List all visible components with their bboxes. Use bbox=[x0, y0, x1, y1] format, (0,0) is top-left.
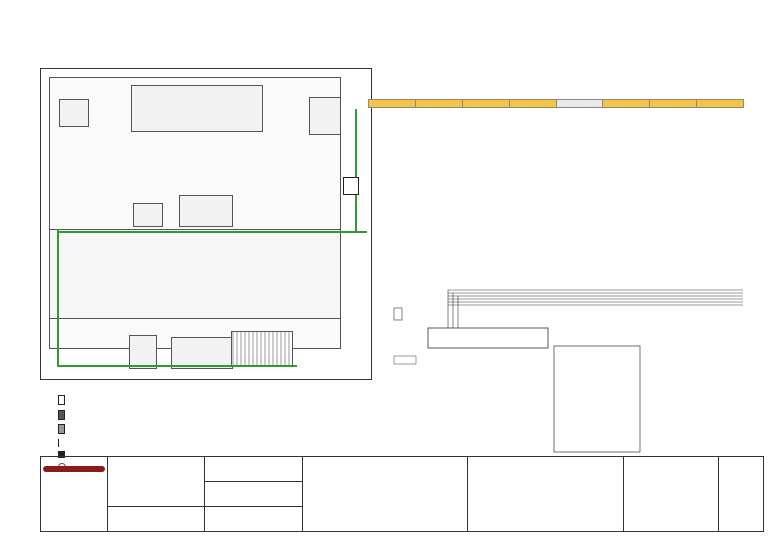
tin-field bbox=[205, 481, 302, 506]
meter-box bbox=[394, 308, 402, 320]
main-panel-board-icon bbox=[343, 177, 359, 195]
showcase-counter bbox=[179, 195, 233, 227]
power-panel-box bbox=[428, 328, 548, 348]
pe-box bbox=[394, 356, 416, 364]
fryer-station bbox=[309, 97, 341, 135]
single-line-panel bbox=[554, 346, 640, 452]
prep-table bbox=[133, 203, 163, 227]
service-zone bbox=[49, 229, 341, 319]
pos-stand bbox=[129, 335, 157, 369]
floor-plan bbox=[40, 68, 372, 380]
legend-item bbox=[58, 424, 70, 434]
riser-diagram bbox=[368, 260, 748, 456]
title-block bbox=[40, 456, 764, 532]
legend-item bbox=[58, 439, 70, 447]
schedule-table bbox=[368, 99, 744, 108]
logo-cell bbox=[41, 457, 108, 532]
project-cell bbox=[468, 457, 623, 532]
sheet-number-cell bbox=[718, 457, 763, 532]
wire-vertical-right bbox=[355, 109, 357, 233]
legend-item bbox=[58, 410, 70, 420]
engineer-label bbox=[108, 457, 205, 507]
wire-bottom bbox=[57, 365, 297, 367]
group-header-row bbox=[369, 100, 744, 108]
schedule-of-loads-table bbox=[368, 99, 744, 108]
copyright-cell bbox=[302, 457, 467, 532]
panel-board-icon bbox=[58, 439, 64, 447]
sink bbox=[59, 99, 89, 127]
submeter-icon bbox=[58, 424, 65, 434]
legend-item bbox=[58, 395, 70, 405]
brand-logo bbox=[43, 466, 105, 472]
issued-field bbox=[205, 506, 302, 531]
riser-lines bbox=[448, 290, 743, 330]
service-counter-grill bbox=[231, 331, 293, 367]
wire-vertical-left bbox=[57, 229, 59, 367]
prc-field bbox=[205, 457, 302, 482]
wire-horizontal bbox=[57, 231, 367, 233]
sheet-content-cell bbox=[623, 457, 718, 532]
outlet-icon bbox=[58, 395, 65, 405]
prep-counter bbox=[131, 85, 263, 132]
drawn-by bbox=[108, 506, 205, 531]
switch-icon bbox=[58, 410, 65, 420]
